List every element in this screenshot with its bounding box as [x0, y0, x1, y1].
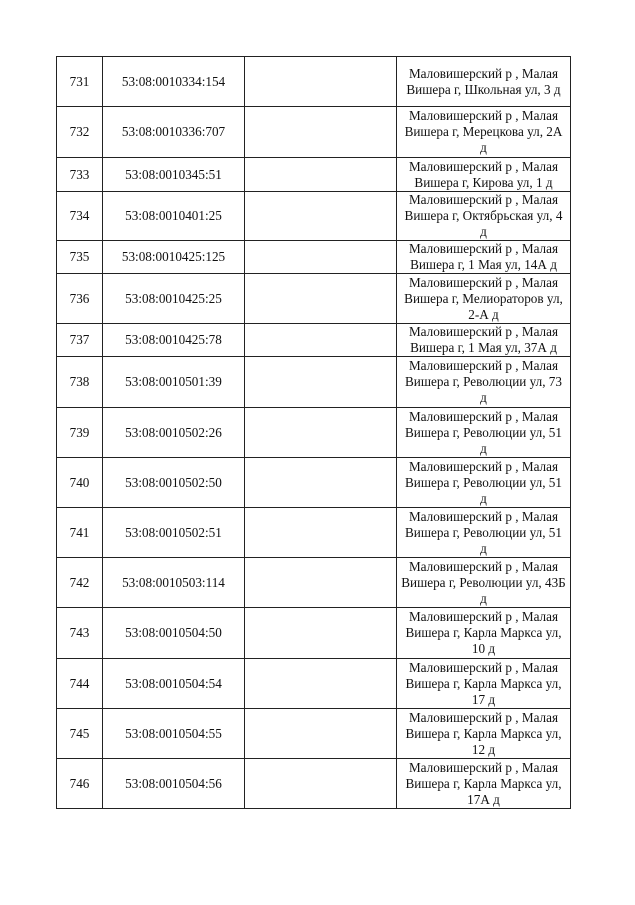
- address-cell: [397, 608, 571, 659]
- address-line: д: [480, 224, 487, 239]
- address-cell: [397, 324, 571, 357]
- cadastral-number-cell: 53:08:0010336:707: [103, 107, 245, 158]
- address-cell: [397, 107, 571, 158]
- registry-table-body: [57, 57, 571, 809]
- row-number-cell: 735: [57, 241, 103, 274]
- table-row: [57, 241, 571, 274]
- row-number-cell: 734: [57, 192, 103, 241]
- address-line: Маловишерский р , Малая: [408, 241, 559, 256]
- address-cell: [397, 659, 571, 709]
- address-cell: [397, 709, 571, 759]
- address-line: Маловишерский р , Малая: [408, 108, 559, 123]
- empty-cell: [245, 759, 397, 809]
- address-line: Маловишерский р , Малая: [408, 709, 559, 725]
- row-number-cell: 743: [57, 608, 103, 659]
- address-cell: [397, 508, 571, 558]
- empty-cell: [245, 558, 397, 608]
- address-line: Вишера г, Карла Маркса ул,: [405, 625, 562, 640]
- address-line: Вишера г, Революции ул, 51: [405, 524, 562, 540]
- cadastral-number-cell: 53:08:0010504:50: [103, 608, 245, 659]
- cadastral-number-cell: 53:08:0010345:51: [103, 158, 245, 192]
- empty-cell: [245, 107, 397, 158]
- address-line: Вишера г, Мелиораторов ул,: [404, 290, 563, 306]
- cadastral-number-cell: 53:08:0010502:26: [103, 408, 245, 458]
- address-line: Маловишерский р , Малая: [408, 358, 559, 373]
- table-row: [57, 458, 571, 508]
- table-row: [57, 158, 571, 192]
- cadastral-number-cell: 53:08:0010502:50: [103, 458, 245, 508]
- address-line: Маловишерский р , Малая: [408, 65, 559, 81]
- cadastral-number-cell: 53:08:0010401:25: [103, 192, 245, 241]
- row-number-cell: 738: [57, 357, 103, 408]
- row-number-cell: 746: [57, 759, 103, 809]
- address-line: 2-А д: [468, 306, 499, 322]
- empty-cell: [245, 241, 397, 274]
- address-line: Вишера г, Кирова ул, 1 д: [414, 174, 553, 190]
- empty-cell: [245, 324, 397, 357]
- address-line: д: [480, 590, 487, 606]
- empty-cell: [245, 709, 397, 759]
- address-cell: [397, 158, 571, 192]
- address-line: д: [480, 490, 487, 506]
- cadastral-number-cell: 53:08:0010504:55: [103, 709, 245, 759]
- table-row: [57, 558, 571, 608]
- table-row: [57, 357, 571, 408]
- empty-cell: [245, 192, 397, 241]
- empty-cell: [245, 508, 397, 558]
- address-line: Маловишерский р , Малая: [408, 274, 559, 290]
- empty-cell: [245, 608, 397, 659]
- empty-cell: [245, 408, 397, 458]
- address-line: Вишера г, Революции ул, 51: [405, 474, 562, 490]
- table-row: [57, 274, 571, 324]
- address-cell: [397, 759, 571, 809]
- address-line: 17А д: [467, 791, 500, 807]
- table-row: [57, 107, 571, 158]
- cadastral-number-cell: 53:08:0010501:39: [103, 357, 245, 408]
- empty-cell: [245, 659, 397, 709]
- row-number-cell: 732: [57, 107, 103, 158]
- cadastral-number-cell: 53:08:0010425:78: [103, 324, 245, 357]
- row-number-cell: 736: [57, 274, 103, 324]
- address-line: Вишера г, Революции ул, 51: [405, 424, 562, 440]
- address-line: Маловишерский р , Малая: [408, 759, 559, 775]
- empty-cell: [245, 158, 397, 192]
- address-line: 17 д: [471, 691, 496, 707]
- empty-cell: [245, 458, 397, 508]
- address-line: Вишера г, Карла Маркса ул,: [405, 675, 562, 691]
- row-number-cell: 744: [57, 659, 103, 709]
- address-line: д: [480, 540, 487, 556]
- address-cell: [397, 408, 571, 458]
- address-line: 10 д: [471, 641, 496, 656]
- table-row: [57, 709, 571, 759]
- table-row: [57, 608, 571, 659]
- address-cell: [397, 458, 571, 508]
- address-line: Маловишерский р , Малая: [408, 408, 559, 424]
- address-cell: [397, 192, 571, 241]
- table-row: [57, 57, 571, 107]
- address-cell: [397, 241, 571, 274]
- table-row: [57, 192, 571, 241]
- row-number-cell: 745: [57, 709, 103, 759]
- row-number-cell: 739: [57, 408, 103, 458]
- cadastral-number-cell: 53:08:0010502:51: [103, 508, 245, 558]
- empty-cell: [245, 57, 397, 107]
- address-line: д: [480, 440, 487, 456]
- address-line: Вишера г, 1 Мая ул, 14А д: [410, 257, 557, 272]
- address-line: Маловишерский р , Малая: [408, 609, 559, 624]
- address-cell: [397, 558, 571, 608]
- address-cell: [397, 274, 571, 324]
- cadastral-number-cell: 53:08:0010504:54: [103, 659, 245, 709]
- address-line: Вишера г, Карла Маркса ул,: [405, 775, 562, 791]
- table-row: [57, 508, 571, 558]
- address-cell: [397, 57, 571, 107]
- cadastral-number-cell: 53:08:0010425:25: [103, 274, 245, 324]
- address-line: д: [480, 390, 487, 405]
- property-registry-table: [56, 56, 571, 809]
- cadastral-number-cell: 53:08:0010504:56: [103, 759, 245, 809]
- address-line: Маловишерский р , Малая: [408, 324, 559, 339]
- table-row: [57, 324, 571, 357]
- table-row: [57, 659, 571, 709]
- address-line: Маловишерский р , Малая: [408, 659, 559, 675]
- cadastral-number-cell: 53:08:0010425:125: [103, 241, 245, 274]
- address-line: Вишера г, 1 Мая ул, 37А д: [410, 340, 557, 355]
- table-row: [57, 408, 571, 458]
- table-row: [57, 759, 571, 809]
- empty-cell: [245, 357, 397, 408]
- row-number-cell: 733: [57, 158, 103, 192]
- row-number-cell: 737: [57, 324, 103, 357]
- empty-cell: [245, 274, 397, 324]
- row-number-cell: 731: [57, 57, 103, 107]
- address-line: Вишера г, Октябрьская ул, 4: [404, 208, 563, 223]
- address-line: д: [480, 140, 487, 155]
- address-line: Маловишерский р , Малая: [408, 158, 559, 174]
- address-line: Маловишерский р , Малая: [408, 508, 559, 524]
- address-cell: [397, 357, 571, 408]
- address-line: Вишера г, Школьная ул, 3 д: [406, 81, 561, 97]
- address-line: Маловишерский р , Малая: [408, 192, 559, 207]
- cadastral-number-cell: 53:08:0010503:114: [103, 558, 245, 608]
- address-line: Маловишерский р , Малая: [408, 558, 559, 574]
- row-number-cell: 742: [57, 558, 103, 608]
- address-line: Вишера г, Мерецкова ул, 2А: [404, 124, 563, 139]
- row-number-cell: 740: [57, 458, 103, 508]
- address-line: Вишера г, Карла Маркса ул,: [405, 725, 562, 741]
- row-number-cell: 741: [57, 508, 103, 558]
- address-line: 12 д: [471, 741, 496, 757]
- address-line: Маловишерский р , Малая: [408, 458, 559, 474]
- address-line: Вишера г, Революции ул, 43Б: [401, 574, 566, 590]
- address-line: Вишера г, Революции ул, 73: [405, 374, 562, 389]
- cadastral-number-cell: 53:08:0010334:154: [103, 57, 245, 107]
